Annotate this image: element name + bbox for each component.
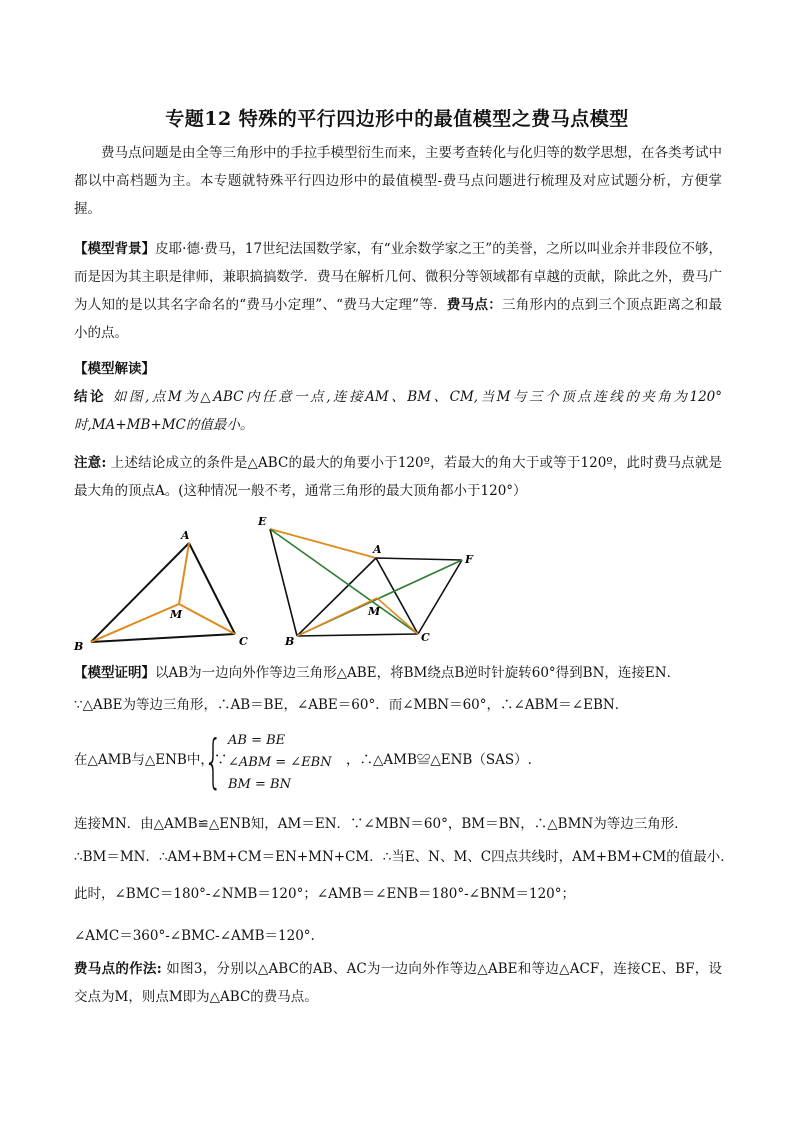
condition-1: AB = BE <box>228 733 286 748</box>
label-e: E <box>258 515 267 528</box>
label-b: B <box>74 640 84 653</box>
conclusion-label: 结论 <box>74 389 107 405</box>
method-label: 费马点的作法: <box>74 961 162 977</box>
proof-line-3: ∴BM＝MN．∴AM+BM+CM＝EN+MN+CM．∴当E、N、M、C四点共线时，AM+BM+CM的值最小． <box>74 849 734 865</box>
condition-3: BM = BN <box>228 777 291 792</box>
figure-triangle-abc <box>70 522 260 654</box>
background-paragraph <box>74 235 722 347</box>
conclusion-paragraph <box>74 383 722 439</box>
edge-bc <box>297 634 418 636</box>
conclusion-text: 如图,点M为△ABC内任意一点,连接AM、BM、CM,当M与三个顶点连线的夹角为120°时,MA+MB+MC的值最小。 <box>74 389 722 433</box>
note-label: 注意: <box>74 455 107 471</box>
condition-2: ∠ABM = ∠EBN <box>228 755 332 770</box>
page-title: 专题12 特殊的平行四边形中的最值模型之费马点模型 <box>165 108 629 130</box>
background-text: 皮耶·德·费马，17世纪法国数学家，有“业余数学家之王”的美誉，之所以叫业余并非段位不够，而是因为其主职是律师，兼职搞搞数学．费马在解析几何、微积分等领域都有卓越的贡献，除此之外，费马广为人知的是以其名字命名的“费马小定理”、“费马大定理”等． <box>74 241 722 313</box>
explain-label: 【模型解读】 <box>74 361 155 377</box>
proof-line-5: ∠AMC＝360°-∠BMC-∠AMB＝120°. <box>74 928 315 944</box>
intro-paragraph: 费马点问题是由全等三角形中的手拉手模型衍生而来，主要考查转化与化归等的数学思想，在各类考试中都以中高档题为主。本专题就特殊平行四边形中的最值模型-费马点问题进行梳理及对应试题分析，方便掌握。 <box>74 145 722 217</box>
brace-symbol: { <box>204 727 223 795</box>
figure-fermat-construction <box>250 512 490 652</box>
label-f: F <box>465 553 473 566</box>
note-text: 上述结论成立的条件是△ABC的最大的角要小于120º，若最大的角大于或等于120º，此时费马点就是最大角的顶点A。(这种情况一般不考，通常三角形的最大顶角都小于120°） <box>74 455 722 499</box>
proof-line-1: ∵△ABE为等边三角形，∴AB＝BE，∠ABE＝60°．而∠MBN＝60°，∴∠ABM＝∠EBN． <box>74 697 629 713</box>
segment-cm <box>377 598 418 634</box>
edge-ac <box>189 543 235 634</box>
fermat-point-text: 三角形内的点到三个顶点距离之和最小的点。 <box>74 297 723 341</box>
label-a: A <box>181 529 190 542</box>
label-c: C <box>239 635 248 648</box>
segment-bm <box>91 604 179 642</box>
method-text: 如图3，分别以△ABC的AB、AC为一边向外作等边△ABE和等边△ACF，连接CE、BF，设交点为M，则点M即为△ABC的费马点。 <box>74 961 723 1005</box>
background-label: 【模型背景】 <box>74 241 156 257</box>
proof-line-2: 连接MN．由△AMB≌△ENB知，AM＝EN．∵∠MBN＝60°，BM＝BN，∴△BMN为等边三角形． <box>74 816 688 832</box>
proof-text: 以AB为一边向外作等边三角形△ABE，将BM绕点B逆时针旋转60°得到BN，连接EN． <box>155 665 681 681</box>
label-m: M <box>170 608 183 621</box>
fermat-point-label: 费马点： <box>446 297 502 313</box>
label-a: A <box>373 543 382 556</box>
edge-af <box>376 558 462 560</box>
congruence-conditions <box>228 730 332 796</box>
proof-line-4: 此时，∠BMC＝180°-∠NMB＝120°；∠AMB＝∠ENB＝180°-∠BNM＝120°； <box>74 886 576 902</box>
edge-ab <box>91 543 189 642</box>
explain-heading <box>74 355 722 383</box>
congruence-intro: 在△AMB与△ENB中，∵ <box>74 752 228 768</box>
label-b: B <box>285 635 295 648</box>
proof-label: 【模型证明】 <box>74 665 155 681</box>
proof-paragraph <box>74 659 722 687</box>
edge-bc <box>91 634 235 642</box>
edge-ea <box>270 529 376 558</box>
edge-ab <box>297 558 376 636</box>
edge-fc <box>418 560 462 634</box>
note-paragraph <box>74 449 722 505</box>
method-paragraph <box>74 955 722 1011</box>
label-m: M <box>368 605 381 618</box>
label-c: C <box>421 631 430 644</box>
congruence-result: ，∴△AMB≌△ENB（SAS）. <box>346 752 532 768</box>
segment-bm <box>297 598 377 636</box>
